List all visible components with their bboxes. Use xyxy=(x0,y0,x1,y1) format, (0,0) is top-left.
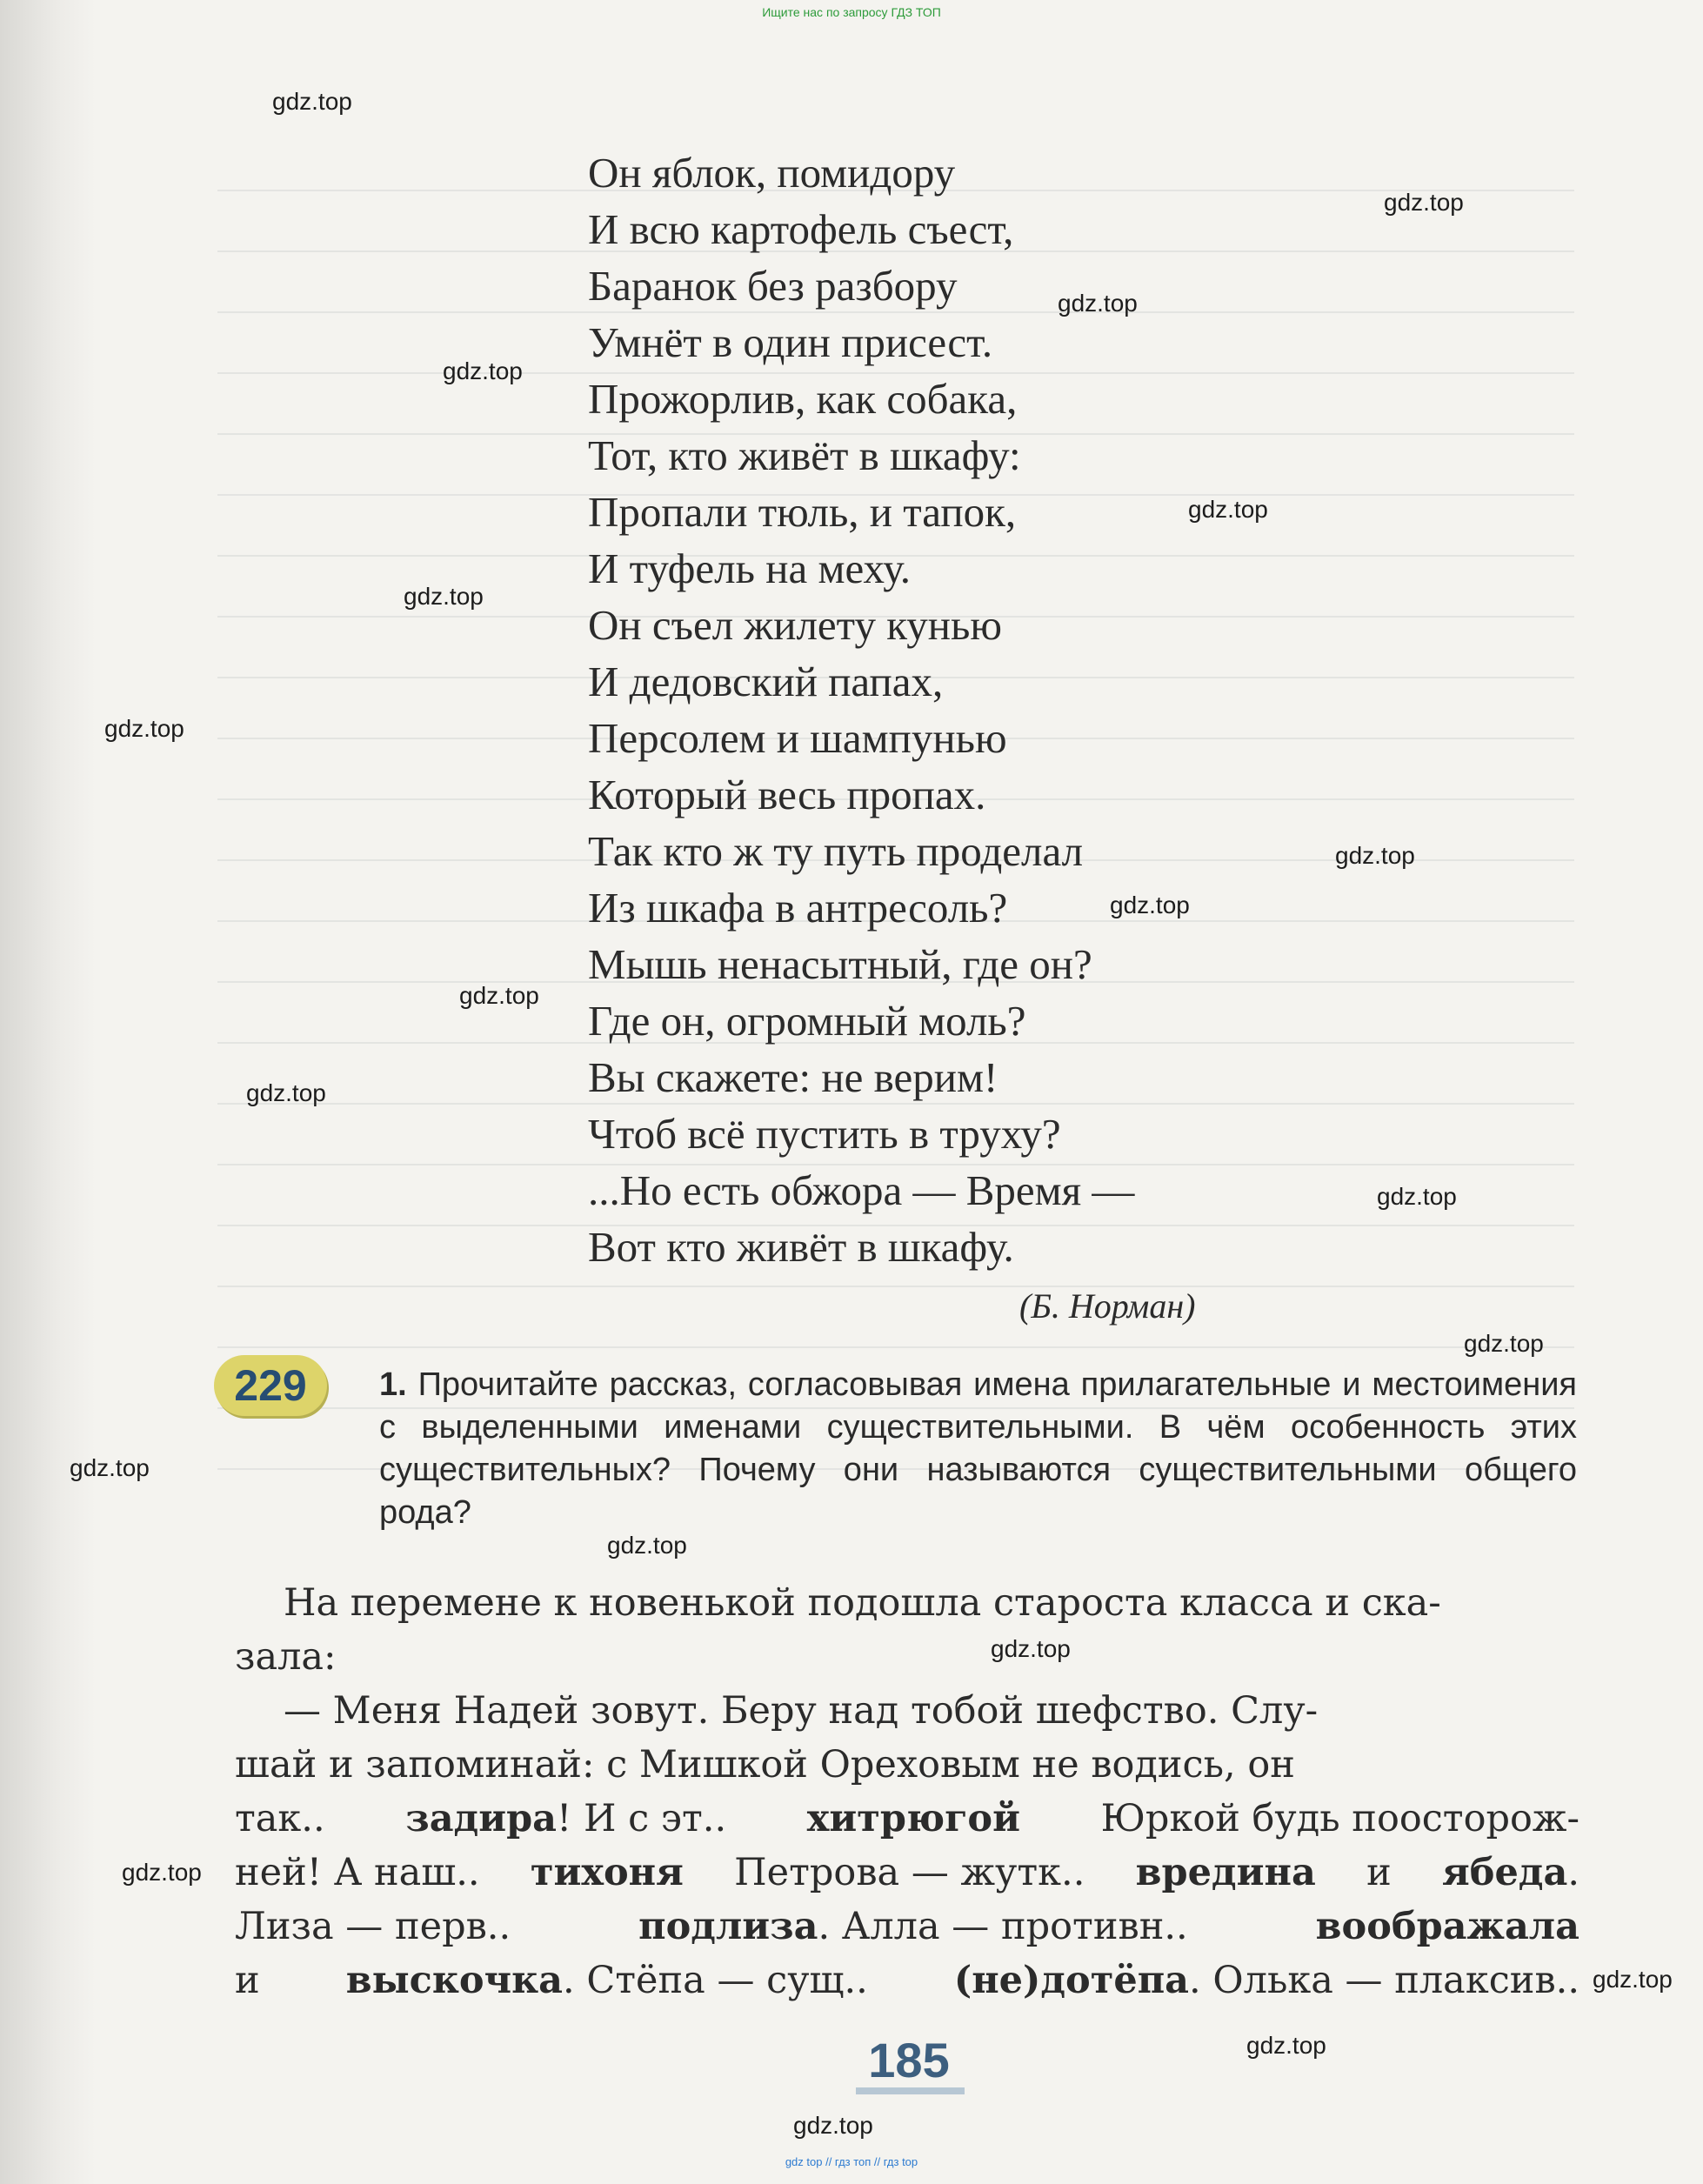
watermark: gdz.top xyxy=(793,2112,873,2139)
highlighted-noun: хитрюгой xyxy=(806,1797,1020,1840)
task-paragraph xyxy=(268,1364,1577,1534)
story-line-text: шай и запоминай: с Мишкой Ореховым не водись, он xyxy=(235,1743,1295,1787)
highlighted-noun: тихоня xyxy=(530,1851,684,1894)
poem-line: Он съел жилету кунью xyxy=(588,601,1002,649)
story-text-segment: ней! А наш.. xyxy=(235,1851,480,1894)
watermark: gdz.top xyxy=(1335,842,1415,869)
poem-line: И туфель на меху. xyxy=(588,544,912,592)
poem-line: И дедовский папах, xyxy=(588,658,944,705)
poem-line: Вот кто живёт в шкафу. xyxy=(588,1223,1014,1271)
page-number: 185 xyxy=(868,2033,950,2087)
poem-line: Так кто ж ту путь проделал xyxy=(588,827,1084,875)
story-line xyxy=(235,1792,1579,1846)
highlighted-noun: вредина xyxy=(1135,1851,1316,1894)
header-note: Ищите нас по запросу ГДЗ ТОП xyxy=(762,5,941,19)
watermark: gdz.top xyxy=(991,1635,1071,1662)
watermark: gdz.top xyxy=(1593,1966,1673,1993)
task-text: Прочитайте рассказ, согласовывая имена прилагательные и местоимения с выделенными именами существительными. В чём особенность этих существительных? Почему они называются существительными общего рода? xyxy=(379,1366,1578,1531)
story-text-segment: Лиза — перв.. xyxy=(235,1905,511,1948)
task-number: 1. xyxy=(379,1366,407,1403)
watermark: gdz.top xyxy=(404,583,484,610)
highlighted-noun: выскочка xyxy=(345,1959,563,2002)
story-line xyxy=(235,1576,1579,1630)
story-text-segment: . Алла — противн.. xyxy=(818,1905,1188,1948)
poem-author: (Б. Норман) xyxy=(1019,1286,1196,1326)
watermark: gdz.top xyxy=(1464,1330,1544,1357)
highlighted-noun: подлиза xyxy=(638,1905,818,1948)
watermark: gdz.top xyxy=(246,1079,326,1106)
watermark: gdz.top xyxy=(607,1532,687,1559)
poem-line: Чтоб всё пустить в труху? xyxy=(588,1110,1061,1158)
story-line xyxy=(235,1630,1579,1684)
story-line-text: На перемене к новенькой подошла староста класса и ска- xyxy=(284,1581,1441,1625)
story-text-segment: . Стёпа — сущ.. xyxy=(563,1959,868,2002)
page-binding-shadow xyxy=(0,0,96,2184)
watermark: gdz.top xyxy=(443,357,523,384)
watermark: gdz.top xyxy=(70,1454,150,1481)
story-text-segment: и xyxy=(1366,1851,1392,1894)
exercise-number-badge: 229 xyxy=(214,1355,327,1416)
watermark: gdz.top xyxy=(1246,2032,1326,2059)
watermark: gdz.top xyxy=(272,88,352,115)
story-line xyxy=(235,1738,1579,1792)
story-line-text: зала: xyxy=(235,1635,337,1679)
watermark: gdz.top xyxy=(1377,1183,1457,1210)
poem-line: Персолем и шампунью xyxy=(588,714,1007,762)
story-line xyxy=(235,1684,1579,1738)
story-text-segment: и xyxy=(235,1959,260,2002)
watermark: gdz.top xyxy=(1058,290,1138,317)
watermark: gdz.top xyxy=(1110,892,1190,918)
story-text-segment: . Олька — плаксив.. xyxy=(1189,1959,1579,2002)
story-text-segment: ! И с эт.. xyxy=(557,1797,727,1840)
watermark: gdz.top xyxy=(1384,189,1464,216)
poem-line: Умнёт в один присест. xyxy=(588,318,993,366)
page-number-underline xyxy=(856,2087,965,2094)
story-text xyxy=(235,1576,1579,2007)
story-text-segment: . xyxy=(1567,1851,1579,1894)
footer-note: gdz top // гдз топ // гдз top xyxy=(785,2155,918,2168)
story-text-segment: так.. xyxy=(235,1797,325,1840)
poem-line: Пропали тюль, и тапок, xyxy=(588,488,1017,536)
poem-line: Мышь ненасытный, где он? xyxy=(588,940,1092,988)
poem-line: Вы скажете: не верим! xyxy=(588,1053,998,1101)
poem-line: Прожорлив, как собака, xyxy=(588,375,1018,423)
poem-line: ...Но есть обжора — Время — xyxy=(588,1166,1135,1214)
highlighted-noun: ябеда xyxy=(1442,1851,1568,1894)
poem-line: Тот, кто живёт в шкафу: xyxy=(588,431,1021,479)
poem-line: И всю картофель съест, xyxy=(588,205,1014,253)
story-text-segment: Петрова — жутк.. xyxy=(734,1851,1085,1894)
watermark: gdz.top xyxy=(459,982,539,1009)
story-line xyxy=(235,1900,1579,1954)
poem-line: Он яблок, помидору xyxy=(588,149,956,197)
watermark: gdz.top xyxy=(122,1859,202,1886)
exercise-task xyxy=(268,1364,1577,1534)
highlighted-noun: воображала xyxy=(1315,1905,1579,1948)
poem xyxy=(588,144,1134,1275)
story-line-text: — Меня Надей зовут. Беру над тобой шефство. Слу- xyxy=(284,1689,1319,1733)
watermark: gdz.top xyxy=(1188,496,1268,523)
watermark: gdz.top xyxy=(104,715,184,742)
highlighted-noun: задира xyxy=(405,1797,558,1840)
poem-line: Который весь пропах. xyxy=(588,771,986,818)
poem-line: Баранок без разбору xyxy=(588,262,958,310)
poem-line: Где он, огромный моль? xyxy=(588,997,1026,1045)
poem-line: Из шкафа в антресоль? xyxy=(588,884,1008,932)
story-line xyxy=(235,1954,1579,2007)
story-line xyxy=(235,1846,1579,1900)
story-text-segment: Юркой будь поосторож- xyxy=(1100,1797,1579,1840)
highlighted-noun: (не)дотёпа xyxy=(953,1959,1190,2002)
